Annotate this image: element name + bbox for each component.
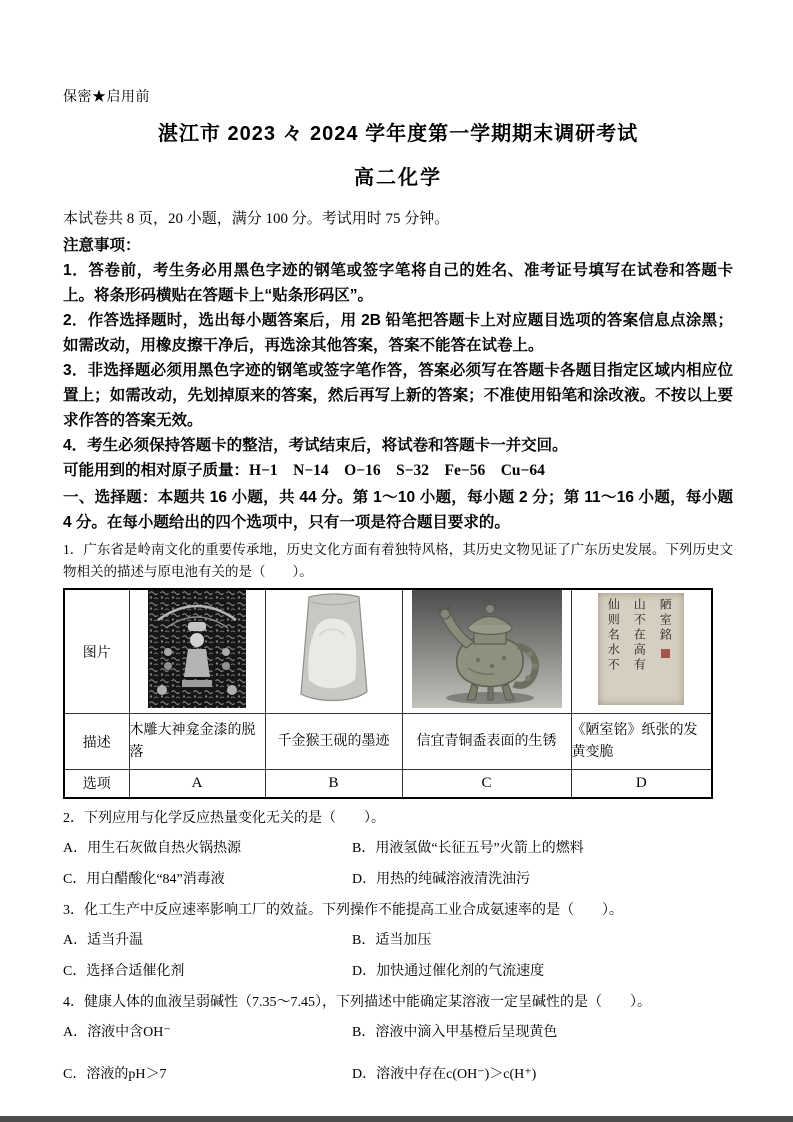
red-seal-stamp	[661, 649, 670, 658]
calligraphy-column-2: 山不在高有	[632, 598, 647, 673]
exam-title: 湛江市 2023 々 2024 学年度第一学期期末调研考试	[157, 123, 639, 145]
notices-heading: 注意事项：	[63, 237, 141, 254]
notice-item-4: 4．考生必须保持答题卡的整洁，考试结束后，将试卷和答题卡一并交回。	[63, 437, 568, 454]
artifact-cell-a	[129, 589, 265, 714]
question-3-text: 3．化工生产中反应速率影响工厂的效益。下列操作不能提高工业合成氨速率的是（ ）。	[63, 902, 623, 918]
table-row-images	[64, 589, 712, 714]
question-3-options	[63, 930, 733, 982]
q2-option-a: A．用生石灰做自热火锅热源	[63, 840, 242, 856]
section-1-heading: 一、选择题：本题共 16 小题，共 44 分。第 1～10 小题，每小题 2 分；第 11～16 小题，每小题 4 分。在每小题给出的四个选项中，只有一项是符合题目要求的。	[63, 489, 733, 531]
artifact-cell-b	[265, 589, 402, 714]
question-4-block	[63, 992, 733, 1085]
notice-item-2: 2．作答选择题时，选出每小题答案后，用 2B 铅笔把答题卡上对应题目选项的答案信息点涂黑；如需改动，用橡皮擦干净后，再选涂其他答案，答案不能答在试卷上。	[63, 312, 733, 354]
calligraphy-column-1	[652, 598, 678, 700]
paper-info: 本试卷共 8 页，20 小题，满分 100 分。考试用时 75 分钟。	[63, 211, 450, 227]
row-label-option: 选项	[64, 770, 129, 798]
atomic-masses-label: 可能用到的相对原子质量：	[63, 462, 250, 479]
q3-option-c: C．选择合适催化剂	[63, 963, 185, 979]
exam-subject: 高二化学	[354, 167, 442, 189]
question-2-options	[63, 838, 733, 890]
question-4-text: 4．健康人体的血液呈弱碱性（7.35～7.45），下列描述中能确定某溶液一定呈碱性的是（ ）。	[63, 994, 651, 1010]
q3-option-d: D．加快通过催化剂的气流速度	[352, 963, 545, 979]
bronze-he-vessel-image	[412, 590, 562, 708]
artifact-description-a: 木雕大神龛金漆的脱落	[129, 714, 265, 770]
q4-option-b: B．溶液中滴入甲基橙后呈现黄色	[352, 1024, 558, 1040]
row-label-desc: 描述	[64, 714, 129, 770]
notices-block	[63, 233, 733, 483]
calligraphy-text: 陋室銘	[658, 598, 673, 643]
question-2-block	[63, 808, 733, 890]
q2-option-c: C．用白醋酸化“84”消毒液	[63, 871, 225, 887]
artifact-description-b: 千金猴王砚的墨迹	[265, 714, 402, 770]
notice-item-3: 3．非选择题必须用黑色字迹的钢笔或签字笔作答，答案必须写在答题卡各题目指定区域内相应位置上；如需改动，先划掉原来的答案，然后再写上新的答案；不准使用铅笔和涂改液。不按以上要求作答的答案无效。	[63, 362, 733, 429]
q2-option-d: D．用热的纯碱溶液清洗油污	[352, 871, 531, 887]
wood-carving-shrine-image	[148, 590, 246, 708]
q3-option-b: B．适当加压	[352, 932, 432, 948]
artifact-description-c: 信宜青铜盉表面的生锈	[402, 714, 571, 770]
artifact-cell-c	[402, 589, 571, 714]
option-letter-c: C	[402, 770, 571, 798]
window-bottom-edge-bar	[0, 1116, 793, 1122]
atomic-masses-line	[63, 458, 733, 483]
q3-option-a: A．适当升温	[63, 932, 144, 948]
table-row-descriptions	[64, 714, 712, 770]
q4-option-a: A．溶液中含OH⁻	[63, 1024, 171, 1040]
row-label-image: 图片	[64, 589, 129, 714]
calligraphy-column-3: 仙则名水不	[606, 598, 621, 673]
artifact-cell-d	[571, 589, 712, 714]
q2-option-b: B．用液氢做“长征五号”火箭上的燃料	[352, 840, 584, 856]
question-2-text: 2．下列应用与化学反应热量变化无关的是（ ）。	[63, 810, 385, 826]
atomic-masses-values: H−1 N−14 O−16 S−32 Fe−56 Cu−64	[249, 462, 545, 479]
table-row-options	[64, 770, 712, 798]
q4-option-d: D．溶液中存在c(OH⁻)＞c(H⁺)	[352, 1066, 537, 1082]
option-letter-d: D	[571, 770, 712, 798]
q1-artifact-table	[63, 588, 713, 799]
question-1-text: 1．广东省是岭南文化的重要传承地，历史文化方面有着独特风格，其历史文物见证了广东历史发展。下列历史文物相关的描述与原电池有关的是（ ）。	[63, 542, 733, 579]
option-letter-b: B	[265, 770, 402, 798]
monkey-king-inkstone-image	[291, 590, 377, 708]
q4-option-c: C．溶液的pH＞7	[63, 1066, 167, 1082]
artifact-description-d: 《陋室铭》纸张的发黄变脆	[571, 714, 712, 770]
option-letter-a: A	[129, 770, 265, 798]
loushiming-calligraphy-image	[598, 593, 684, 705]
question-4-options	[63, 1022, 733, 1085]
notice-item-1: 1．答卷前，考生务必用黑色字迹的钢笔或签字笔将自己的姓名、准考证号填写在试卷和答题卡上。将条形码横贴在答题卡上“贴条形码区”。	[63, 262, 733, 304]
question-3-block	[63, 900, 733, 982]
security-label: 保密★启用前	[63, 90, 150, 105]
